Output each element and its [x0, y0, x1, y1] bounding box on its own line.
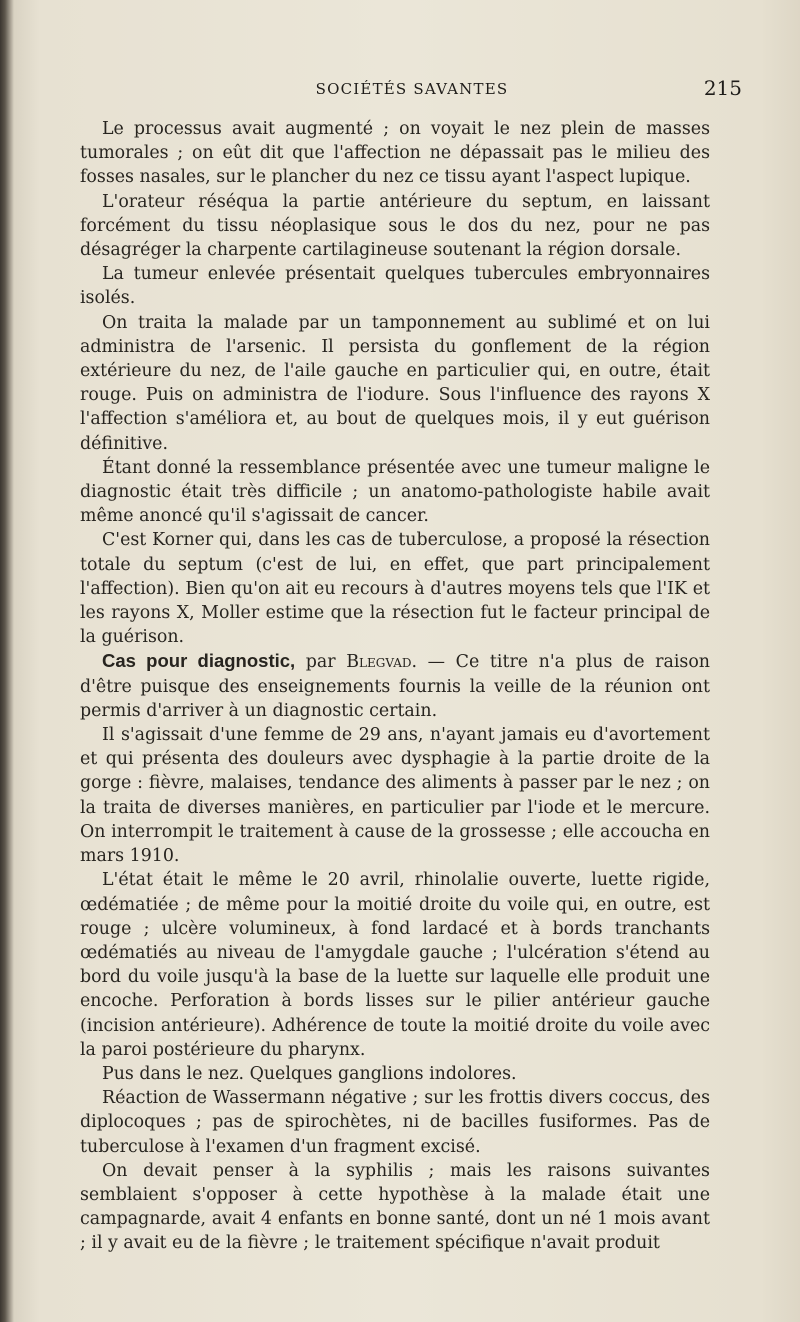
paragraph: L'orateur réséqua la partie antérieure du septum, en laissant forcément du tissu néoplasique sous le dos du nez, pour ne pas désagréger la charpente cartilagineuse soutenant la région dorsale.	[80, 191, 710, 261]
paragraph: Il s'agissait d'une femme de 29 ans, n'ayant jamais eu d'avortement et qui présenta des douleurs avec dysphagie à la partie droite de la gorge : fièvre, malaises, tendance des aliments à passer par le nez ; on la traita de diverses manières, en particulier par l'iode et le mercure. On interrompit le traitement à cause de la grossesse ; elle accoucha en mars 1910.	[80, 725, 710, 867]
page-header	[82, 76, 742, 102]
paragraph: C'est Korner qui, dans les cas de tuberculose, a proposé la résection totale du septum (c'est de lui, en effet, que part principalement l'affection). Bien qu'on ait eu recours à d'autres moyens tels que l'IK et les rayons X, Moller estime que la résection fut le facteur principal de la guérison.	[80, 530, 710, 648]
paragraph: Le processus avait augmenté ; on voyait le nez plein de masses tumorales ; on eût dit que l'affection ne dépassait pas le milieu des fosses nasales, sur le plancher du nez ce tissu ayant l'aspect lupique.	[80, 119, 710, 188]
section-author: Blegvad	[346, 652, 412, 673]
section-paragraph	[80, 649, 710, 723]
section-separator: . —	[411, 652, 456, 673]
paragraph: On devait penser à la syphilis ; mais les raisons suivantes semblaient s'opposer à cette hypothèse à la malade était une campagnarde, avait 4 enfants en bonne santé, dont un né 1 mois avant ; il y avait eu de la fièvre ; le traitement spécifique n'avait produit	[80, 1160, 710, 1254]
running-head: SOCIÉTÉS SAVANTES	[315, 80, 509, 98]
paragraph: La tumeur enlevée présentait quelques tubercules embryonnaires isolés.	[80, 264, 710, 309]
section-by: par	[295, 652, 347, 673]
page-number: 215	[703, 76, 742, 100]
paragraph: Étant donné la ressemblance présentée avec une tumeur maligne le diagnostic était très difficile ; un anatomo-pathologiste habile avait même anoncé qu'il s'agissait de cancer.	[80, 457, 710, 527]
paragraph: Pus dans le nez. Quelques ganglions indolores.	[102, 1063, 517, 1084]
body-text	[80, 117, 710, 1256]
section-title: Cas pour diagnostic,	[102, 650, 296, 672]
paragraph: L'état était le même le 20 avril, rhinolalie ouverte, luette rigide, œdématiée ; de même pour la moitié droite du voile qui, en outre, est rouge ; ulcère volumineux, à fond lardacé et à bords tranchants œdématiés au niveau de l'amygdale gauche ; l'ulcération s'étend au bord du voile jusqu'à la base de la luette sur laquelle elle produit une encoche. Perforation à bords lisses sur le pilier antérieur gauche (incision antérieure). Adhérence de toute la moitié droite du voile avec la paroi postérieure du pharynx.	[80, 870, 710, 1060]
section-text: Ce titre n'a plus de raison d'être puisque des enseignements fournis la veille de la réunion ont permis d'arriver à un diagnostic certain.	[80, 652, 710, 721]
paragraph: Réaction de Wassermann négative ; sur les frottis divers coccus, des diplocoques ; pas de spirochètes, ni de bacilles fusiformes. Pas de tuberculose à l'examen d'un fragment excisé.	[80, 1088, 710, 1157]
paragraph: On traita la malade par un tamponnement au sublimé et on lui administra de l'arsenic. Il persista du gonflement de la région extérieure du nez, de l'aile gauche en particulier qui, en outre, était rouge. Puis on administra de l'iodure. Sous l'influence des rayons X l'affection s'améliora et, au bout de quelques mois, il y eut guérison définitive.	[80, 312, 710, 454]
